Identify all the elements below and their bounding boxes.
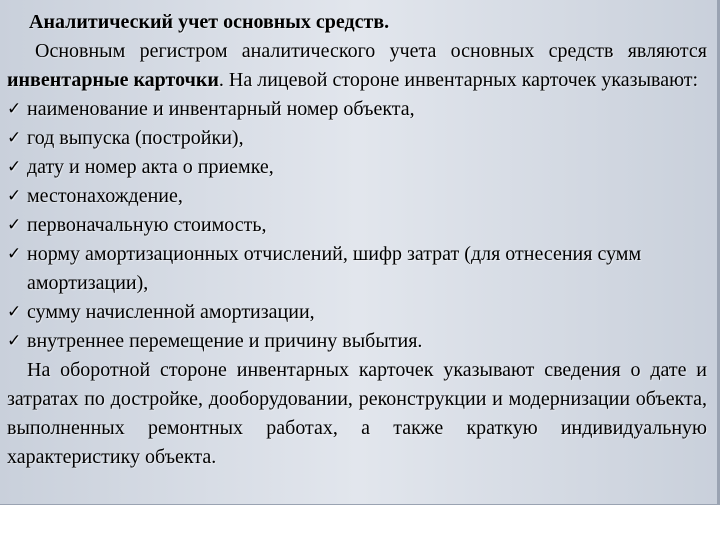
check-icon: ✓ [7, 157, 22, 177]
list-item-text: норму амортизационных отчислений, шифр затрат (для отнесения сумм амортизации), [27, 243, 642, 294]
check-icon: ✓ [7, 244, 22, 264]
list-item-text: наименование и инвентарный номер объекта, [27, 98, 415, 120]
list-item-text: год выпуска (постройки), [27, 127, 244, 149]
list-item [7, 327, 707, 356]
check-icon: ✓ [7, 302, 22, 322]
list-item-text: сумму начисленной амортизации, [27, 301, 315, 323]
check-icon: ✓ [7, 128, 22, 148]
slide-content [7, 8, 707, 472]
slide-title: Аналитический учет основных средств. [29, 11, 390, 33]
intro-text-1: Основным регистром аналитического учета основных средств являются [35, 40, 707, 62]
intro-text-2: . На лицевой стороне инвентарных карточек указывают: [218, 69, 699, 91]
list-item [7, 240, 707, 298]
list-item-text: местонахождение, [27, 185, 183, 207]
intro-paragraph [7, 37, 707, 95]
check-icon: ✓ [7, 186, 22, 206]
list-item [7, 182, 707, 211]
list-item [7, 124, 707, 153]
list-item [7, 211, 707, 240]
check-icon: ✓ [7, 331, 22, 351]
check-icon: ✓ [7, 215, 22, 235]
item-list [7, 95, 707, 356]
list-item [7, 298, 707, 327]
outro-paragraph: На оборотной стороне инвентарных карточек указывают сведения о дате и затратах по достройке, дооборудовании, реконструкции и модернизации объекта, выполненных ремонтных работах, а также краткую индивидуальную характеристику объекта. [7, 359, 707, 468]
list-item-text: первоначальную стоимость, [27, 214, 267, 236]
list-item [7, 95, 707, 124]
intro-bold-term: инвентарные карточки [7, 69, 219, 91]
list-item-text: дату и номер акта о приемке, [27, 156, 274, 178]
list-item [7, 153, 707, 182]
check-icon: ✓ [7, 99, 22, 119]
list-item-text: внутреннее перемещение и причину выбытия. [27, 330, 423, 352]
